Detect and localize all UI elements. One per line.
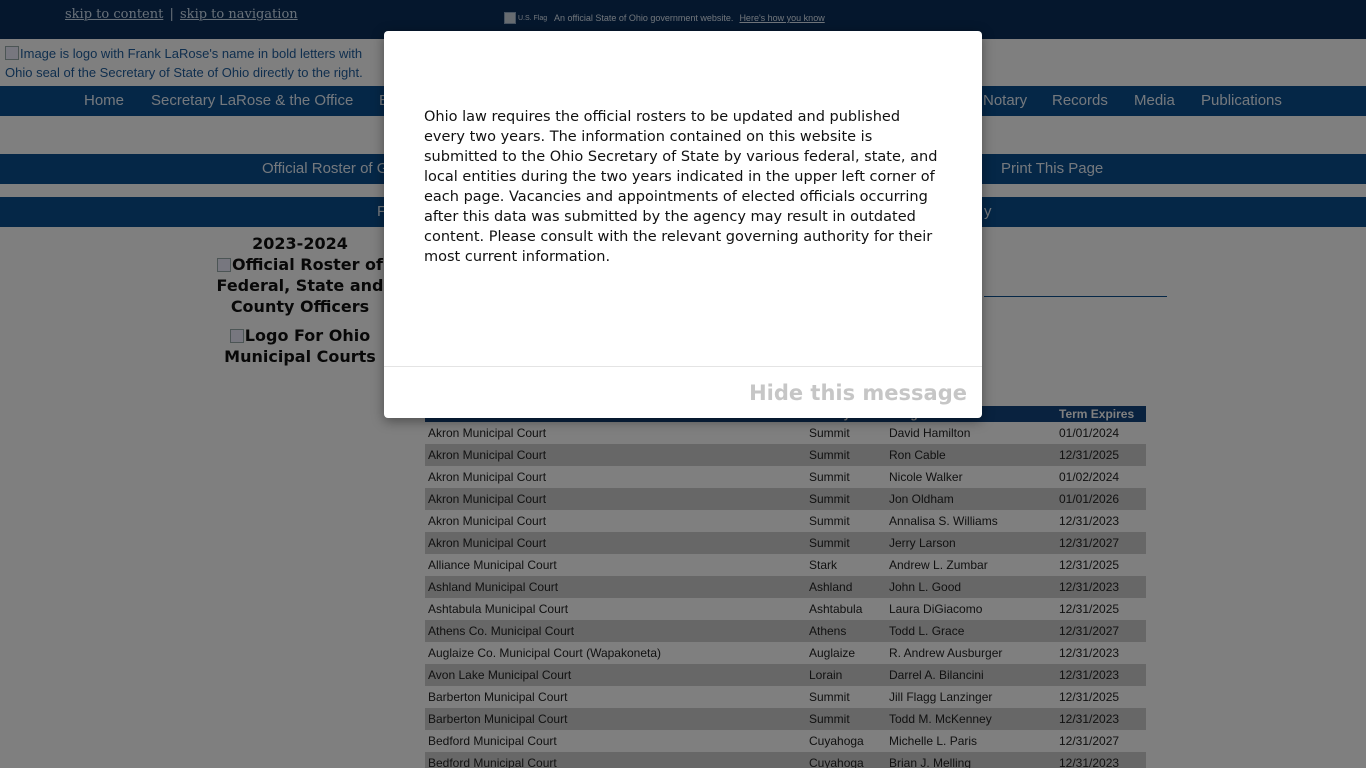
modal-divider bbox=[384, 366, 982, 367]
hide-message-button[interactable]: Hide this message bbox=[749, 381, 967, 405]
disclaimer-modal bbox=[384, 31, 982, 418]
disclaimer-message: Ohio law requires the official rosters to be updated and published every two years. The information contained on this website is submitted to the Ohio Secretary of State by various federal, state, and local entities during the two years indicated in the upper left corner of each page. Vacancies and appointments of elected officials occurring after this data was submitted by the agency may result in outdated content. Please consult with the relevant governing authority for their most current information. bbox=[424, 109, 938, 265]
